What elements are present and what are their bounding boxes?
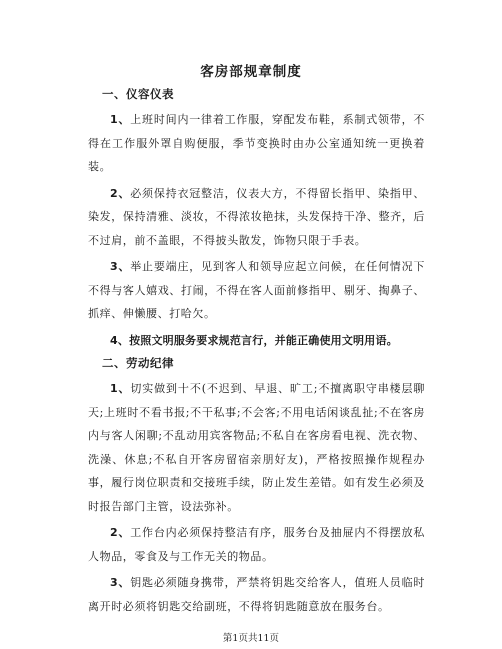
section-heading: 一、仪容仪表 <box>102 87 174 101</box>
section-heading: 二、劳动纪律 <box>102 356 174 370</box>
paragraph-text: 上班时间内一律着工作服，穿配发布鞋，系制式领带，不得在工作服外罩自购便服，季节变换时由办公室通知统一更换着装。 <box>88 113 425 173</box>
paragraph-text: 工作台内必须保持整洁有序，服务台及抽屉内不得摆放私人物品，零食及与工作无关的物品。 <box>88 526 425 563</box>
paragraph <box>88 521 425 568</box>
paragraph-number: 3、 <box>110 576 131 589</box>
paragraph-number: 2、 <box>110 186 131 200</box>
paragraph-text: 必须保持衣冠整洁，仪表大方，不得留长指甲、染指甲、染发，保持清雅、淡妆，不得浓妆艳抹，头发保持干净、整齐，后不过肩，前不盖眼，不得披头散发，饰物只限于手表。 <box>88 186 425 247</box>
document-body <box>88 84 425 621</box>
paragraph-number: 1、 <box>110 382 131 395</box>
paragraph <box>88 182 425 253</box>
page-footer: 第1页共11页 <box>222 633 280 644</box>
paragraph-number: 1、 <box>110 113 131 126</box>
paragraph <box>88 255 425 326</box>
paragraph-number: 4、 <box>110 333 130 347</box>
paragraph-text: 举止要端庄，见到客人和领导应起立问候，在任何情况下不得与客人嬉戏、打闹，不得在客人面前修指甲、剔牙、掏鼻子、抓痒、伸懒腰、打哈欠。 <box>88 260 425 320</box>
page-title: 客房部规章制度 <box>200 64 302 80</box>
paragraph-text: 切实做到十不(不迟到、早退、旷工;不擅离职守串楼层聊天;上班时不看书报;不干私事;不会客;不用电话闲谈乱扯;不在客房内与客人闲聊;不乱动用宾客物品;不私自在客房看电视、洗衣物、洗澡、休息;不私自开客房留宿亲朋好友)，严格按照操作规程办事，履行岗位职责和交接班手续，防止发生差错。如有发生必须及时报告部门主管，设法弥补。 <box>88 382 425 513</box>
paragraph-number: 3、 <box>110 260 131 273</box>
paragraph-number: 2、 <box>110 526 131 539</box>
paragraph <box>88 571 425 618</box>
paragraph <box>88 108 425 179</box>
paragraph <box>88 377 425 518</box>
paragraph-text: 钥匙必须随身携带，严禁将钥匙交给客人，值班人员临时离开时必须将钥匙交给副班，不得将钥匙随意放在服务台。 <box>88 576 425 613</box>
paragraph <box>88 329 425 353</box>
paragraph-text: 按照文明服务要求规范言行，并能正确使用文明用语。 <box>129 333 398 347</box>
